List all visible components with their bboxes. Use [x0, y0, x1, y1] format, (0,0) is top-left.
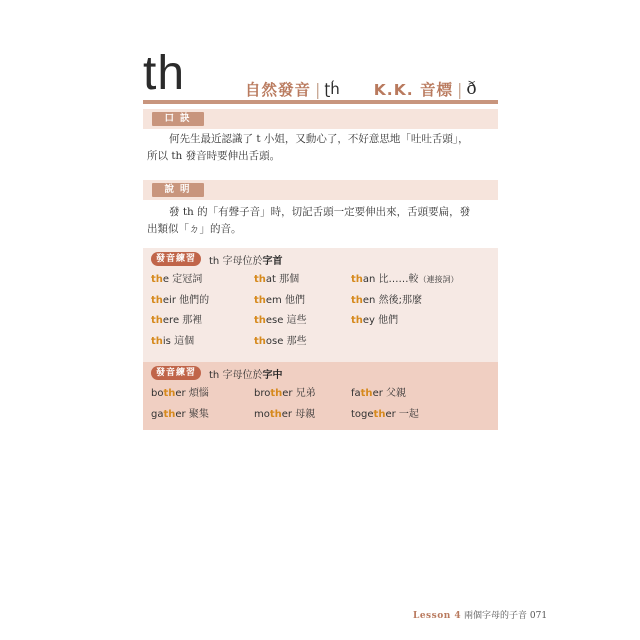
word-item: there 那裡 — [151, 315, 203, 326]
word-item: they 他們 — [351, 315, 399, 326]
practice-title: th 字母位於字中 — [209, 369, 283, 381]
kk-label: K.K. 音標 — [373, 81, 453, 99]
word-item: the 定冠詞 — [151, 274, 203, 285]
page-number: 071 — [529, 611, 548, 621]
explain-line: 出類似「ㄉ」的音。 — [147, 223, 242, 235]
word-item: them 他們 — [254, 294, 305, 306]
word-item: mother 母親 — [254, 408, 316, 420]
footer-title: 兩個字母的子音 — [464, 611, 528, 621]
th-highlight: th — [254, 335, 266, 347]
th-highlight: th — [351, 294, 363, 306]
th-highlight: th — [151, 315, 163, 326]
header-rule — [143, 100, 498, 104]
th-highlight: th — [269, 408, 282, 420]
word-item: gather 聚集 — [151, 408, 209, 420]
explain-text — [147, 204, 497, 238]
practice-badge: 發音練習 — [151, 252, 201, 266]
separator-bar: | — [315, 79, 321, 99]
th-highlight: th — [163, 408, 176, 420]
tip-text — [147, 131, 497, 165]
word-item: this 這個 — [151, 335, 195, 347]
th-highlight: th — [163, 388, 176, 399]
th-highlight: th — [351, 274, 363, 285]
practice-badge: 發音練習 — [151, 366, 201, 380]
footer-lesson: Lesson 4 — [413, 611, 462, 621]
th-highlight: th — [151, 274, 163, 285]
word-item: together 一起 — [351, 408, 419, 420]
th-highlight: th — [254, 274, 266, 285]
practice-title: th 字母位於字首 — [209, 255, 283, 267]
practice-initial-panel — [143, 248, 498, 362]
th-highlight: th — [351, 315, 363, 326]
th-highlight: th — [270, 388, 283, 399]
th-highlight: th — [254, 315, 266, 326]
word-item: those 那些 — [254, 335, 307, 347]
natural-phonics-symbol: ʈh́ — [324, 80, 340, 98]
explain-line: 發 th 的「有聲子音」時，切記舌頭一定要伸出來，舌頭要扁，發 — [169, 206, 471, 218]
th-highlight: th — [360, 388, 373, 399]
pronunciation-header — [245, 78, 477, 100]
natural-phonics-label: 自然發音 — [245, 81, 312, 99]
word-item: that 那個 — [254, 274, 300, 285]
word-item: father 父親 — [351, 388, 407, 399]
practice-middle-panel — [143, 362, 498, 430]
th-highlight: th — [373, 408, 386, 420]
tip-line: 何先生最近認識了 t 小姐，又動心了，不好意思地「吐吐舌頭」， — [169, 133, 469, 145]
practice-middle-header — [143, 362, 498, 384]
practice-initial-header — [143, 248, 498, 270]
tip-line: 所以 th 發音時要伸出舌頭。 — [147, 150, 281, 162]
separator-bar: | — [457, 79, 463, 99]
word-item: then 然後;那麼 — [351, 294, 422, 306]
word-item: bother 煩惱 — [151, 388, 209, 399]
big-letter: th — [143, 47, 186, 100]
page-footer — [413, 608, 547, 621]
th-highlight: th — [151, 335, 163, 347]
word-note: （連接詞） — [418, 275, 459, 284]
practice-initial-words — [143, 270, 498, 352]
word-item: these 這些 — [254, 315, 307, 326]
kk-symbol: ð — [466, 79, 477, 99]
word-item: than 比……較（連接詞） — [351, 274, 459, 285]
th-highlight: th — [254, 294, 266, 306]
word-item: brother 兄弟 — [254, 388, 316, 399]
tip-badge: 口訣 — [152, 112, 204, 126]
explain-badge: 說明 — [152, 183, 204, 197]
practice-middle-words — [143, 384, 498, 425]
th-highlight: th — [151, 294, 163, 306]
word-item: their 他們的 — [151, 294, 210, 306]
